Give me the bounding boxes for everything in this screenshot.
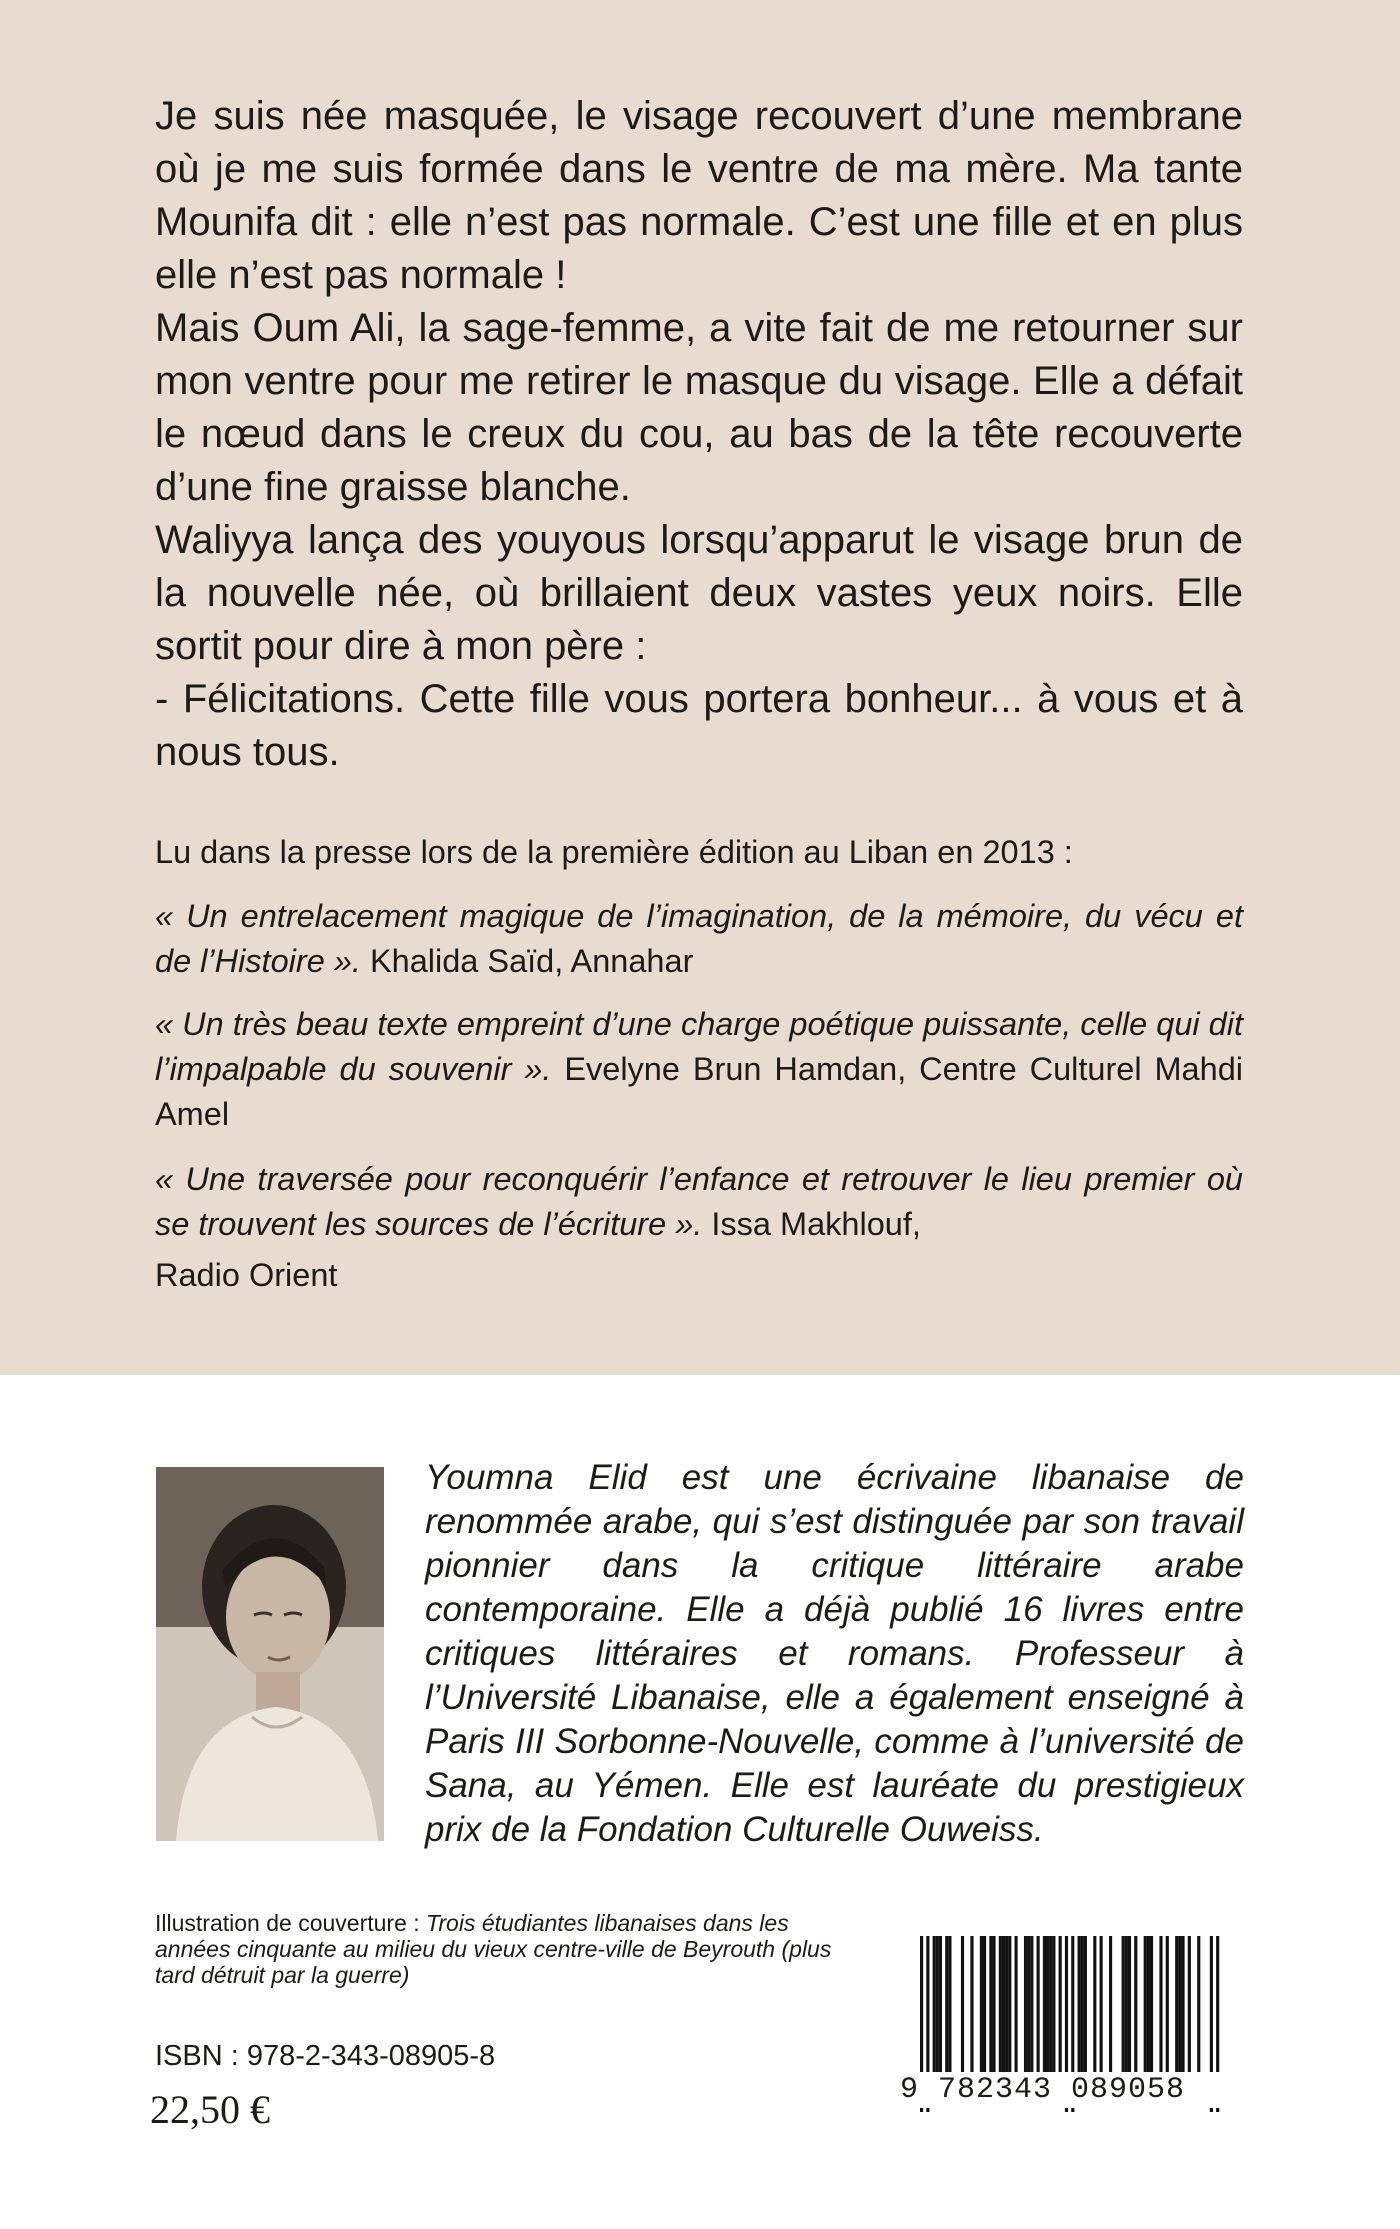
review-source: Evelyne Brun Hamdan, Centre Culturel Mahdi Amel: [155, 1051, 1244, 1132]
review-quote: « Un entrelacement magique de l’imagination, de la mémoire, du vécu et de l’Histoire ».: [155, 898, 1243, 979]
barcode-bar: [1125, 1936, 1128, 2072]
barcode-bar: [936, 1936, 939, 2072]
excerpt-paragraph: Je suis née masquée, le visage recouvert d’une membrane où je me suis formée dans le ventre de ma mère. Ma tante Mounifa dit : elle n’est pas normale. C’est une fille et en plus elle n’est pas normale !: [155, 94, 1243, 297]
barcode-bar: [999, 1936, 1002, 2072]
barcode-bar: [1027, 1936, 1030, 2072]
barcode-bar: [1144, 1936, 1147, 2072]
barcode-bar: [1024, 1936, 1027, 2072]
excerpt-paragraph: - Félicitations. Cette fille vous portera bonheur... à vous et à nous tous.: [155, 677, 1243, 774]
barcode-bar: [1122, 1936, 1125, 2072]
barcode-digits: 9 782343 089058: [900, 2072, 1245, 2108]
excerpt-paragraph: Mais Oum Ali, la sage-femme, a vite fait de me retourner sur mon ventre pour me retirer le masque du visage. Elle a défait le nœud dans le creux du cou, au bas de la tête recouverte d’une fine graisse blanche.: [155, 306, 1243, 509]
barcode-bar: [1166, 1936, 1169, 2072]
barcode-bar: [1150, 1936, 1153, 2072]
barcode-bar: [1109, 1936, 1112, 2072]
barcode-bar: [1134, 1936, 1137, 2072]
barcode-bar: [1100, 1936, 1103, 2072]
barcode-bar: [970, 1936, 973, 2072]
barcode-bar: [961, 1936, 964, 2072]
barcode-bar: [948, 1936, 951, 2072]
barcode-bar: [1037, 1936, 1040, 2072]
price: 22,50 €: [150, 2087, 270, 2132]
author-portrait-image: [156, 1467, 384, 1841]
review-source: Radio Orient: [155, 1257, 338, 1293]
review-quote: « Une traversée pour reconquérir l’enfance et retrouver le lieu premier où se trouvent les sources de l’écriture ».: [155, 1161, 1243, 1242]
press-review: [155, 1157, 1243, 1298]
barcode-bar: [1002, 1936, 1005, 2072]
barcode-bar: [933, 1936, 936, 2072]
barcode-bar: [983, 1936, 986, 2072]
cover-credit: [155, 1910, 835, 1988]
barcode-bar: [1197, 1936, 1200, 2072]
barcode-bar: [1052, 1936, 1055, 2072]
barcode-bar: [1159, 1936, 1162, 2072]
press-review: [155, 894, 1243, 984]
barcode-bar: [1175, 1936, 1178, 2072]
isbn: ISBN : 978-2-343-08905-8: [155, 2040, 496, 2072]
barcode-bar: [1147, 1936, 1150, 2072]
review-source: Khalida Saïd, Annahar: [369, 943, 694, 979]
credit-label: Illustration de couverture :: [155, 1910, 427, 1936]
novel-excerpt: [155, 90, 1243, 779]
barcode-bar: [980, 1936, 983, 2072]
barcode-bar: [1008, 1936, 1011, 2072]
barcode-bar: [1015, 1936, 1018, 2072]
press-review: [155, 1002, 1243, 1137]
review-quote: « Un très beau texte empreint d’une charge poétique puissante, celle qui dit l’impalpable du souvenir ».: [155, 1006, 1243, 1087]
barcode-bar: [1084, 1936, 1087, 2072]
barcode-bar: [1043, 1936, 1046, 2072]
author-photo: [156, 1467, 384, 1841]
barcode-bar: [992, 1936, 995, 2072]
barcode-bar: [1049, 1936, 1052, 2072]
barcode-bar: [1128, 1936, 1131, 2072]
author-bio: Youmna Elid est une écrivaine libanaise de renommée arabe, qui s’est distinguée par son travail pionnier dans la critique littéraire arabe contemporaine. Elle a déjà publié 16 livres entre critiques littéraires et romans. Professeur à l’Université Libanaise, elle a également enseigné à Paris III Sorbonne-Nouvelle, comme à l’université de Sana, au Yémen. Elle est lauréate du prestigieux prix de la Fondation Culturelle Ouweiss.: [425, 1458, 1244, 1849]
review-source: Issa Makhlouf,: [711, 1206, 921, 1242]
barcode-bar: [1181, 1936, 1184, 2072]
barcode-bar: [1081, 1936, 1084, 2072]
credit-text: Trois étudiantes libanaises dans les années cinquante au milieu du vieux centre-ville de Beyrouth (plus tard détruit par la guerre): [155, 1910, 832, 1988]
barcode-bar: [1178, 1936, 1181, 2072]
barcode-bar: [1005, 1936, 1008, 2072]
barcode-bar: [1188, 1936, 1191, 2072]
barcode-bar: [989, 1936, 992, 2072]
barcode-bar: [1059, 1936, 1062, 2072]
barcode-bar: [939, 1936, 942, 2072]
barcode-bar: [1093, 1936, 1096, 2072]
excerpt-paragraph: Waliyya lança des youyous lorsqu’apparut le visage brun de la nouvelle née, où brillaient deux vastes yeux noirs. Elle sortit pour dire à mon père :: [155, 518, 1243, 668]
barcode-bar: [1046, 1936, 1049, 2072]
barcode-bar: [1078, 1936, 1081, 2072]
barcode-bar: [945, 1936, 948, 2072]
barcode-bar: [1030, 1936, 1033, 2072]
press-intro: Lu dans la presse lors de la première édition au Liban en 2013 :: [155, 834, 1073, 870]
